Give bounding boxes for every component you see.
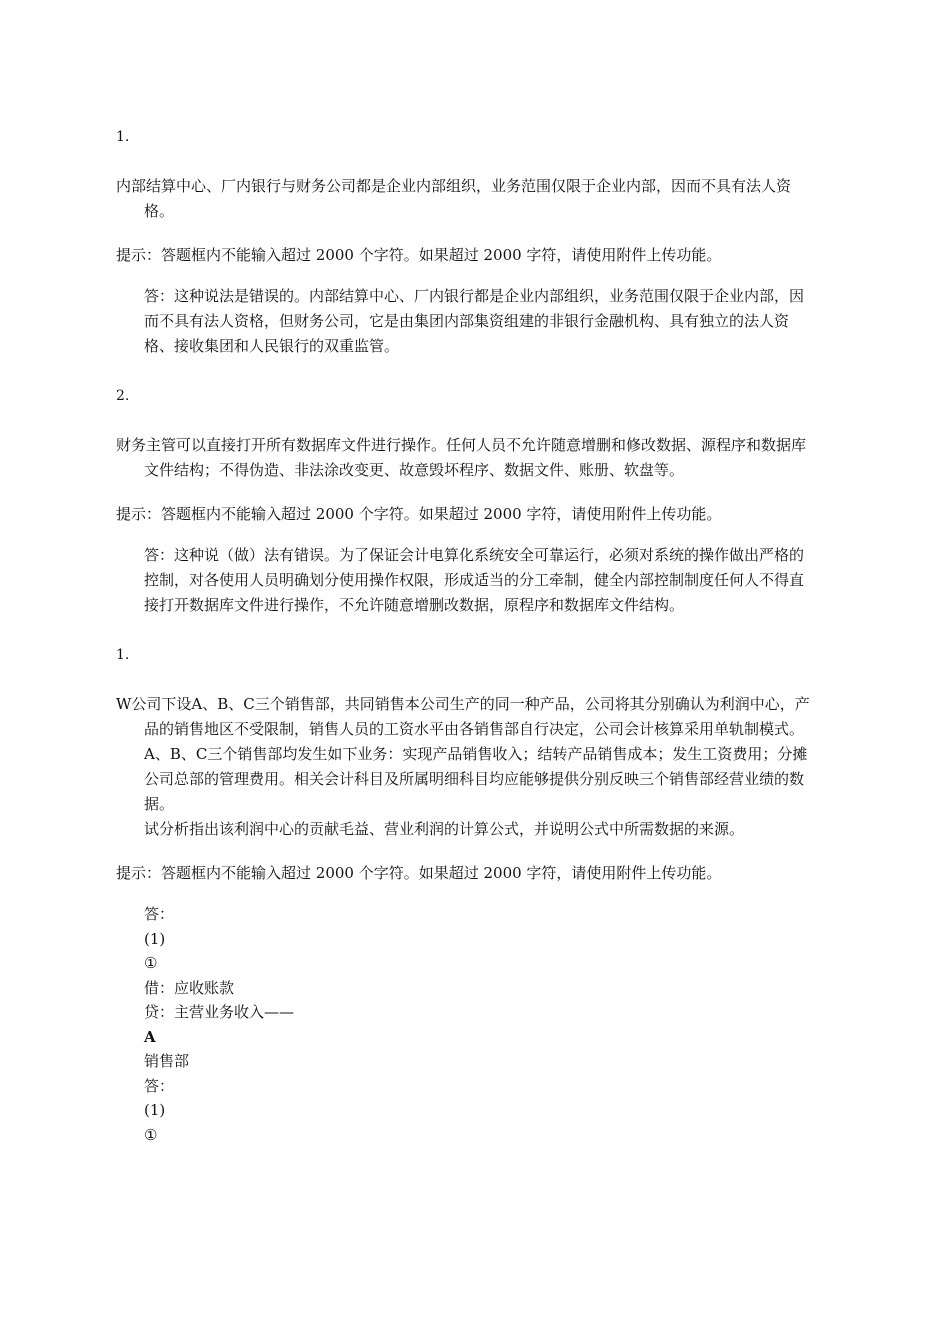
question-text-content: W公司下设A、B、C三个销售部，共同销售本公司生产的同一种产品，公司将其分别确认为利润中心，产品的销售地区不受限制，销售人员的工资水平由各销售部自行决定，公司会计核算采用单轨制模式。A、B、C三个销售部均发生如下业务：实现产品销售收入；结转产品销售成本；发生工资费用；分摊公司总部的管理费用。相关会计科目及所属明细科目均应能够提供分别反映三个销售部经营业绩的数据。	[116, 695, 810, 813]
question-text	[116, 692, 816, 842]
answer-line: 答：	[144, 1076, 175, 1095]
answer-hint: 提示：答题框内不能输入超过 2000 个字符。如果超过 2000 字符，请使用附件上传功能。	[116, 505, 722, 523]
question-text-content: 财务主管可以直接打开所有数据库文件进行操作。任何人员不允许随意增删和修改数据、源程序和数据库文件结构；不得伪造、非法涂改变更、故意毁坏程序、数据文件、账册、软盘等。	[116, 436, 807, 479]
answer-line: (1)	[144, 1101, 166, 1119]
question-number: 1.	[116, 129, 130, 145]
answer-line: 销售部	[144, 1052, 190, 1070]
answer-hint: 提示：答题框内不能输入超过 2000 个字符。如果超过 2000 字符，请使用附件上传功能。	[116, 246, 722, 264]
answer-line: 答：	[144, 905, 175, 923]
question-number: 2.	[116, 388, 130, 404]
answer-line: (1)	[144, 929, 166, 948]
answer-lines	[116, 902, 816, 1147]
question-text	[116, 174, 816, 224]
answer-line: 借：应收账款	[144, 978, 235, 997]
document-page	[116, 126, 816, 1147]
question-text	[116, 433, 816, 483]
question-text-content: 内部结算中心、厂内银行与财务公司都是企业内部组织，业务范围仅限于企业内部，因而不具有法人资格。	[116, 177, 792, 220]
answer-line: A	[144, 1027, 156, 1046]
answer-line: ①	[144, 1125, 158, 1144]
answer-line: 贷：主营业务收入——	[144, 1003, 295, 1021]
question-subtext: 试分析指出该利润中心的贡献毛益、营业利润的计算公式，并说明公式中所需数据的来源。	[144, 820, 745, 838]
answer-text: 答：这种说（做）法有错误。为了保证会计电算化系统安全可靠运行，必须对系统的操作做出严格的控制，对各使用人员明确划分使用操作权限，形成适当的分工牵制，健全内部控制制度任何人不得直接打开数据库文件进行操作，不允许随意增删改数据，原程序和数据库文件结构。	[144, 546, 805, 614]
answer-text: 答：这种说法是错误的。内部结算中心、厂内银行都是企业内部组织，业务范围仅限于企业内部，因而不具有法人资格，但财务公司，它是由集团内部集资组建的非银行金融机构、具有独立的法人资格、接收集团和人民银行的双重监管。	[144, 287, 805, 355]
question-number: 1.	[116, 647, 130, 663]
answer-hint: 提示：答题框内不能输入超过 2000 个字符。如果超过 2000 字符，请使用附件上传功能。	[116, 864, 722, 882]
answer-line: ①	[144, 954, 158, 972]
